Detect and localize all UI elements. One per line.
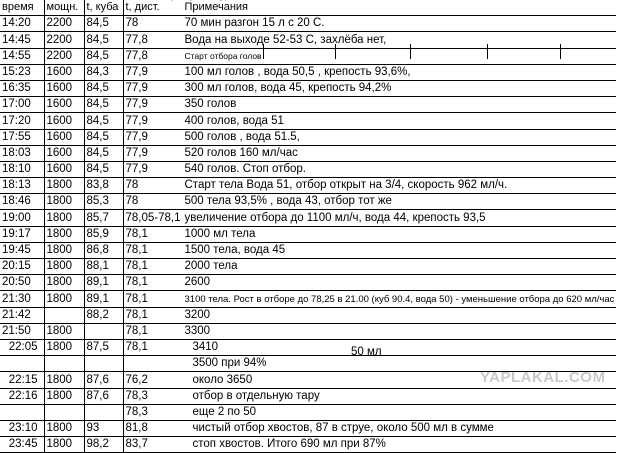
- cell-dist[interactable]: 78,1: [123, 307, 183, 323]
- cell-note[interactable]: 70 мин разгон 15 л с 20 С.: [183, 16, 617, 32]
- cell-time[interactable]: 21:30: [0, 291, 44, 307]
- table-row: [0, 161, 616, 177]
- cell-dist[interactable]: 78,1: [123, 226, 183, 242]
- cell-power[interactable]: 1600: [44, 97, 84, 113]
- cell-cube[interactable]: 85,7: [84, 210, 123, 226]
- cell-cube[interactable]: 85,3: [84, 194, 123, 210]
- cell-time[interactable]: 18:13: [0, 178, 44, 194]
- cell-time[interactable]: 16:35: [0, 80, 44, 96]
- table-row: [0, 80, 616, 96]
- cell-note[interactable]: чистый отбор хвостов, 87 в струе, около 500 мл в сумме: [183, 420, 617, 436]
- cell-power[interactable]: [44, 404, 84, 420]
- table-row: [0, 242, 616, 258]
- cell-cube[interactable]: 87,6: [84, 388, 123, 404]
- cell-power[interactable]: 1800: [44, 226, 84, 242]
- cell-cube[interactable]: [84, 356, 123, 372]
- grid-line: [410, 44, 411, 59]
- cell-dist[interactable]: [123, 356, 183, 372]
- cell-dist[interactable]: 78,1: [123, 275, 183, 291]
- cell-power[interactable]: 1600: [44, 64, 84, 80]
- cell-power[interactable]: 1600: [44, 129, 84, 145]
- cell-power[interactable]: 1800: [44, 291, 84, 307]
- table-row: [0, 404, 616, 420]
- cell-cube[interactable]: 88,2: [84, 307, 123, 323]
- table-row: [0, 178, 616, 194]
- cell-note[interactable]: Старт тела Вода 51, отбор открыт на 3/4, скорость 962 мл/ч.: [183, 178, 617, 194]
- cell-time[interactable]: 18:46: [0, 194, 44, 210]
- table-row: [0, 323, 616, 339]
- cell-cube[interactable]: 84,5: [84, 113, 123, 129]
- cell-dist[interactable]: 83,7: [123, 437, 183, 453]
- cell-note[interactable]: 2000 тела: [183, 259, 617, 275]
- cell-power[interactable]: 2200: [44, 32, 84, 48]
- cell-power[interactable]: 1800: [44, 420, 84, 436]
- watermark: YAPLAKAL.COM: [480, 369, 606, 386]
- cell-note[interactable]: отбор в отдельную тару: [183, 388, 617, 404]
- table-row: [0, 437, 616, 453]
- cell-note[interactable]: около 3650: [183, 372, 617, 388]
- cell-power[interactable]: 1600: [44, 80, 84, 96]
- cell-cube[interactable]: 84,5: [84, 129, 123, 145]
- cell-power[interactable]: 1800: [44, 323, 84, 339]
- cell-time[interactable]: 14:20: [0, 16, 44, 32]
- cell-note[interactable]: 2600: [183, 275, 617, 291]
- cell-time[interactable]: 17:00: [0, 97, 44, 113]
- cell-cube[interactable]: 84,5: [84, 145, 123, 161]
- cell-time[interactable]: 19:45: [0, 242, 44, 258]
- cell-time[interactable]: 17:20: [0, 113, 44, 129]
- table-row: [0, 145, 616, 161]
- cell-power[interactable]: 1800: [44, 275, 84, 291]
- cell-dist[interactable]: 77,9: [123, 129, 183, 145]
- cell-dist[interactable]: 77,9: [123, 64, 183, 80]
- cell-dist[interactable]: 78,05-78,1: [123, 210, 183, 226]
- cell-dist[interactable]: 77,9: [123, 97, 183, 113]
- table-row: [0, 420, 616, 436]
- cell-time[interactable]: 18:10: [0, 161, 44, 177]
- cell-note[interactable]: Старт отбора голов: [183, 48, 617, 64]
- cell-note[interactable]: еще 2 по 50: [183, 404, 617, 420]
- header-dist[interactable]: t, дист.: [123, 0, 183, 16]
- cell-cube[interactable]: 84,5: [84, 32, 123, 48]
- cell-time[interactable]: 22:15: [0, 372, 44, 388]
- cell-time[interactable]: 22:05: [0, 339, 44, 355]
- table-row: [0, 32, 616, 48]
- cell-dist[interactable]: 77,9: [123, 113, 183, 129]
- table-row: [0, 259, 616, 275]
- header-row: [0, 0, 616, 16]
- cell-cube[interactable]: 89,1: [84, 275, 123, 291]
- cell-time[interactable]: 23:10: [0, 420, 44, 436]
- table-row: [0, 194, 616, 210]
- cell-cube[interactable]: 84,3: [84, 64, 123, 80]
- cell-note[interactable]: 350 голов: [183, 97, 617, 113]
- cell-dist[interactable]: 77,9: [123, 80, 183, 96]
- cell-note[interactable]: 400 голов, вода 51: [183, 113, 617, 129]
- cell-cube[interactable]: 86,8: [84, 242, 123, 258]
- cell-dist[interactable]: 77,9: [123, 145, 183, 161]
- grid-line: [560, 44, 561, 59]
- cell-cube[interactable]: 87,6: [84, 372, 123, 388]
- cell-dist[interactable]: 78: [123, 16, 183, 32]
- cell-dist[interactable]: 76,2: [123, 372, 183, 388]
- cell-power[interactable]: 1800: [44, 242, 84, 258]
- cell-dist[interactable]: 78: [123, 194, 183, 210]
- cell-note[interactable]: 520 голов 160 мл/час: [183, 145, 617, 161]
- table-row: [0, 16, 616, 32]
- cell-dist[interactable]: 77,8: [123, 48, 183, 64]
- cell-time[interactable]: 23:45: [0, 437, 44, 453]
- cell-power[interactable]: 1800: [44, 339, 84, 355]
- header-cube[interactable]: t, куба: [84, 0, 123, 16]
- cell-dist[interactable]: 78,1: [123, 291, 183, 307]
- cell-power[interactable]: 1800: [44, 388, 84, 404]
- cell-note[interactable]: 3410: [183, 339, 617, 355]
- cell-power[interactable]: 1800: [44, 178, 84, 194]
- cell-cube[interactable]: 88,1: [84, 259, 123, 275]
- table-row: [0, 48, 616, 64]
- cell-power[interactable]: 1600: [44, 161, 84, 177]
- header-power[interactable]: мощн.: [44, 0, 84, 16]
- table-row: [0, 388, 616, 404]
- cell-note[interactable]: 300 мл голов, вода 45, крепость 94,2%: [183, 80, 617, 96]
- cell-note[interactable]: Вода на выходе 52-53 С, захлёба нет,: [183, 32, 617, 48]
- cell-note[interactable]: 3300: [183, 323, 617, 339]
- cell-note[interactable]: стоп хвостов. Итого 690 мл при 87%: [183, 437, 617, 453]
- cell-time[interactable]: 14:45: [0, 32, 44, 48]
- cell-cube[interactable]: 84,5: [84, 48, 123, 64]
- table-row: [0, 307, 616, 323]
- cell-time[interactable]: 19:00: [0, 210, 44, 226]
- cell-note[interactable]: 500 тела 93,5% , вода 43, отбор тот же: [183, 194, 617, 210]
- cell-power[interactable]: 1800: [44, 259, 84, 275]
- cell-time[interactable]: 22:16: [0, 388, 44, 404]
- cell-power[interactable]: 1800: [44, 210, 84, 226]
- table-row: [0, 291, 616, 307]
- cell-cube[interactable]: [84, 404, 123, 420]
- cell-time[interactable]: 20:50: [0, 275, 44, 291]
- cell-time[interactable]: 21:42: [0, 307, 44, 323]
- cell-power[interactable]: 2200: [44, 48, 84, 64]
- cell-time[interactable]: [0, 356, 44, 372]
- cell-dist[interactable]: 78,1: [123, 259, 183, 275]
- cell-dist[interactable]: 77,9: [123, 161, 183, 177]
- cell-dist[interactable]: 78,1: [123, 242, 183, 258]
- cell-dist[interactable]: 81,8: [123, 420, 183, 436]
- cell-power[interactable]: 1600: [44, 145, 84, 161]
- cell-note[interactable]: увеличение отбора до 1100 мл/ч, вода 44, крепость 93,5: [183, 210, 617, 226]
- cell-cube[interactable]: 87,5: [84, 339, 123, 355]
- cell-cube[interactable]: 83,8: [84, 178, 123, 194]
- cell-time[interactable]: 21:50: [0, 323, 44, 339]
- cell-cube[interactable]: [84, 323, 123, 339]
- cell-dist[interactable]: 78,3: [123, 388, 183, 404]
- cell-power[interactable]: 2200: [44, 16, 84, 32]
- grid-line: [487, 44, 488, 59]
- cell-note[interactable]: 3200: [183, 307, 617, 323]
- cell-cube[interactable]: 84,5: [84, 16, 123, 32]
- cell-dist[interactable]: 78,3: [123, 404, 183, 420]
- cell-power[interactable]: 1600: [44, 113, 84, 129]
- table-row: [0, 226, 616, 242]
- grid-line: [263, 44, 264, 59]
- cell-note[interactable]: 100 мл голов , вода 50,5 , крепость 93,6%,: [183, 64, 617, 80]
- table-row: [0, 97, 616, 113]
- table-row: [0, 113, 616, 129]
- table-row: [0, 339, 616, 355]
- cell-cube[interactable]: 93: [84, 420, 123, 436]
- cell-dist[interactable]: 78,1: [123, 323, 183, 339]
- cell-power[interactable]: [44, 307, 84, 323]
- cell-power[interactable]: 1800: [44, 437, 84, 453]
- cell-power[interactable]: 1800: [44, 372, 84, 388]
- cell-dist[interactable]: 78: [123, 178, 183, 194]
- cell-time[interactable]: 19:17: [0, 226, 44, 242]
- cell-time[interactable]: 14:55: [0, 48, 44, 64]
- cell-cube[interactable]: 84,5: [84, 80, 123, 96]
- table-row: [0, 129, 616, 145]
- cell-note[interactable]: 540 голов. Стоп отбор.: [183, 161, 617, 177]
- cell-power[interactable]: [44, 356, 84, 372]
- grid-line: [335, 44, 336, 59]
- cell-cube[interactable]: 84,5: [84, 161, 123, 177]
- cell-cube[interactable]: 85,9: [84, 226, 123, 242]
- table-row: [0, 210, 616, 226]
- cell-time[interactable]: 20:15: [0, 259, 44, 275]
- cell-cube[interactable]: 84,5: [84, 97, 123, 113]
- cell-power[interactable]: 1800: [44, 194, 84, 210]
- cell-note[interactable]: 3500 при 94%: [183, 356, 617, 372]
- cell-dist[interactable]: 78,1: [123, 339, 183, 355]
- table-row: [0, 275, 616, 291]
- cell-cube[interactable]: 89,1: [84, 291, 123, 307]
- cell-note[interactable]: 1000 мл тела: [183, 226, 617, 242]
- table-row: [0, 64, 616, 80]
- header-note[interactable]: Примечания: [183, 0, 617, 16]
- cell-time[interactable]: 17:55: [0, 129, 44, 145]
- cell-time[interactable]: [0, 404, 44, 420]
- cell-dist[interactable]: 77,8: [123, 32, 183, 48]
- cell-note[interactable]: 1500 тела, вода 45: [183, 242, 617, 258]
- cell-note[interactable]: 500 голов , вода 51.5,: [183, 129, 617, 145]
- cell-time[interactable]: 18:03: [0, 145, 44, 161]
- header-time[interactable]: время: [0, 0, 44, 16]
- cell-time[interactable]: 15:23: [0, 64, 44, 80]
- extra-note-cell[interactable]: 50 мл: [351, 346, 382, 358]
- cell-note[interactable]: 3100 тела. Рост в отборе до 78,25 в 21.00 (куб 90.4, вода 50) - уменьшение отбора до 620 мл/час: [183, 291, 617, 307]
- cell-cube[interactable]: 98,2: [84, 437, 123, 453]
